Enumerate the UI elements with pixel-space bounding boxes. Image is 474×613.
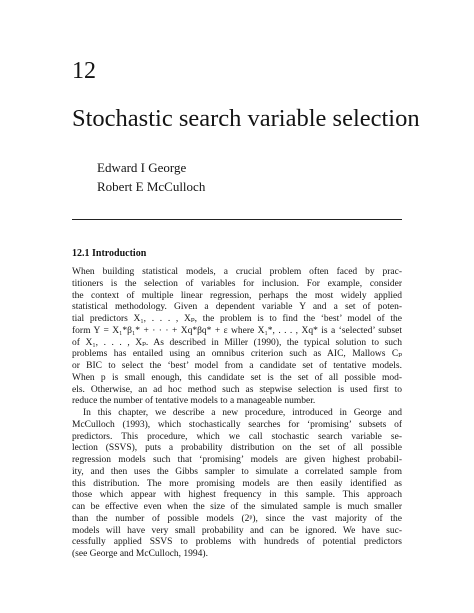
text-line: reduce the number of tentative models to a manageable number. xyxy=(72,396,316,407)
text-line: titioners is the selection of variables for inclusion. For example, consider xyxy=(72,278,402,289)
author-name: Robert E McCulloch xyxy=(97,179,206,194)
text-line: When p is small enough, this candidate set is the set of all possible mod- xyxy=(72,372,402,383)
chapter-title: Stochastic search variable selection xyxy=(72,105,420,132)
horizontal-rule xyxy=(72,219,402,220)
chapter-number: 12 xyxy=(72,58,96,84)
text-line: regression models such that ‘promising’ models are given highest probabil- xyxy=(72,455,402,465)
author-name: Edward I George xyxy=(97,160,187,175)
text-line: McCulloch (1993), which stochastically searches for ‘promising’ subsets of xyxy=(72,419,402,430)
text-line: (see George and McCulloch, 1994). xyxy=(72,549,208,559)
text-line: problems has entailed using an omnibus criterion such as AIC, Mallows Cₚ xyxy=(72,349,402,360)
text-line: predictors. This procedure, which we call stochastic search variable se- xyxy=(72,431,402,442)
text-line: lection (SSVS), puts a probability distribution on the set of all possible xyxy=(72,443,402,454)
paragraph xyxy=(72,408,402,561)
text-line: or BIC to select the ‘best’ model from a candidate set of tentative models. xyxy=(72,361,402,371)
text-line: tial predictors X₁, . . . , Xₚ, the problem is to find the ‘best’ model of the xyxy=(72,314,402,324)
text-line: models will have very small probability and can be ignored. We have suc- xyxy=(72,525,402,536)
text-line: the context of multiple linear regression, perhaps the most widely applied xyxy=(72,290,402,301)
author-list xyxy=(97,158,205,196)
text-line: In this chapter, we describe a new procedure, introduced in George and xyxy=(83,408,402,418)
section-heading: 12.1 Introduction xyxy=(72,248,147,259)
text-line: can be effective even when the size of the simulated sample is much smaller xyxy=(72,502,402,512)
text-line: than the number of possible models (2ᵖ), since the vast majority of the xyxy=(72,513,402,524)
text-line: this distribution. The more promising models are then easily identified as xyxy=(72,478,402,489)
body-text xyxy=(72,267,402,561)
text-line: form Y = X₁*β₁* + · · · + Xq*βq* + ε where X₁*, . . . , Xq* is a ‘selected’ subset xyxy=(72,325,402,336)
text-line: els. Otherwise, an ad hoc method such as stepwise selection is used first to xyxy=(72,384,402,395)
text-line: of X₁, . . . , Xₚ. As described in Miller (1990), the typical solution to such xyxy=(72,337,402,348)
text-line: those which appear with highest frequency in this sample. This approach xyxy=(72,490,402,501)
text-line: cessfully applied SSVS to problems with hundreds of potential predictors xyxy=(72,537,402,548)
text-line: When building statistical models, a crucial problem often faced by prac- xyxy=(72,267,402,277)
text-line: statistical methodology. Given a dependent variable Y and a set of poten- xyxy=(72,302,402,313)
paragraph xyxy=(72,267,402,408)
text-line: ity, and then uses the Gibbs sampler to simulate a correlated sample from xyxy=(72,466,402,477)
